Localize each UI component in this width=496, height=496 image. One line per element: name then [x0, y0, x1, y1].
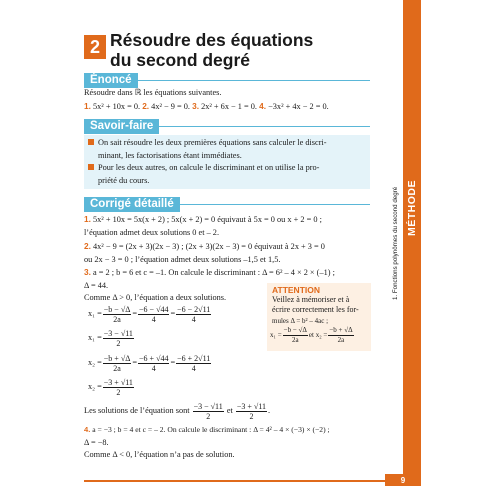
eq-num-3: 3. — [192, 101, 199, 111]
savoir-rule — [159, 126, 370, 127]
x2-result-num: −3 + √11 — [103, 378, 133, 387]
corrige-section — [84, 197, 370, 212]
attention-formula — [270, 326, 355, 345]
eq-num-1: 1. — [84, 101, 91, 111]
x2-f1-num: −b + √Δ — [103, 354, 131, 363]
bullet-icon — [88, 139, 94, 145]
bullet-2-line-1: Pour les deux autres, on calcule le discriminant et on utilise la pro- — [98, 163, 320, 172]
attention-f1-num: −b − √Δ — [283, 326, 307, 334]
part-4-number: 4. — [84, 425, 91, 434]
enonce-heading: Énoncé — [84, 73, 138, 88]
x1-result-den: 2 — [116, 339, 121, 348]
method-number: 2 — [84, 35, 106, 59]
attention-f2-den: 2a — [337, 336, 345, 344]
x1-f2-num: −6 − √44 — [139, 305, 169, 314]
part-3-number: 3. — [84, 267, 91, 277]
attention-line-2: écrire correctement les for- — [272, 305, 359, 315]
corrige-heading: Corrigé détaillé — [84, 197, 180, 212]
corrige-part-4 — [84, 424, 384, 462]
solutions-line: Les solutions de l’équation sont $\frac{-3 - √11}{2}$ et $\frac{-3 + √11}{2}$ . — [84, 402, 271, 421]
eq-num-4: 4. — [259, 101, 267, 111]
x2-f2-den: 4 — [151, 364, 156, 373]
x1-label: x₁ = — [88, 333, 102, 343]
part-4-line-3: Comme Δ < 0, l’équation n’a pas de solution. — [84, 450, 235, 460]
eq-num-2: 2. — [142, 101, 150, 111]
enonce-equations — [84, 100, 384, 114]
x1-f3-num: −6 − 2√11 — [177, 305, 211, 314]
enonce-rule — [138, 80, 370, 81]
part-2-number: 2. — [84, 241, 91, 251]
part-1-line-2: l’équation admet deux solutions 0 et – 2. — [84, 227, 220, 237]
part-3-line-3: Comme Δ > 0, l’équation a deux solutions. — [84, 293, 227, 303]
solutions-and: et — [226, 406, 233, 416]
x1-result-num: −3 − √11 — [103, 329, 133, 338]
sol-1-den: 2 — [206, 412, 211, 421]
eq-2: 4x² − 9 = 0. — [149, 102, 193, 111]
sol-2-num: −3 + √11 — [236, 402, 267, 411]
attention-and: et x₂ = — [308, 331, 328, 340]
savoir-bullet-1 — [88, 137, 370, 162]
attention-line-3: mules Δ = b² – 4ac ; — [272, 316, 329, 325]
attention-f2-num: −b + √Δ — [329, 326, 353, 334]
x2-result-den: 2 — [116, 388, 121, 397]
part-2-line-2: ou 2x − 3 = 0 ; l’équation admet deux solutions –1,5 et 1,5. — [84, 254, 281, 264]
x2-f3-num: −6 + 2√11 — [177, 354, 211, 363]
corrige-rule — [180, 204, 370, 205]
savoir-bullet-2 — [88, 162, 370, 187]
page-title — [110, 30, 313, 70]
x1-f3-den: 4 — [191, 315, 196, 324]
part-1-line-1: 5x² + 10x = 5x(x + 2) ; 5x(x + 2) = 0 équivaut à 5x = 0 ou x + 2 = 0 ; — [90, 215, 322, 224]
eq-1: 5x² + 10x = 0. — [90, 102, 143, 111]
page-number: 9 — [385, 474, 421, 486]
x2-label: x₂ = — [88, 382, 102, 392]
chapter-label — [392, 270, 496, 300]
savoir-section — [84, 119, 370, 134]
corrige-part-2 — [84, 240, 384, 266]
part-4-line-1: a = −3 ; b = 4 et c = – 2. On calcule le discriminant : Δ = 4² – 4 × (−3) × (−2) ; — [90, 425, 330, 434]
enonce-intro: Résoudre dans ℝ les équations suivantes. — [84, 88, 222, 97]
attention-x1-label: x₁ = — [270, 331, 282, 340]
x2-f3-den: 4 — [191, 364, 196, 373]
x1-f1-den: 2a — [113, 315, 121, 324]
attention-title: ATTENTION — [272, 285, 321, 295]
x1-result — [88, 329, 135, 348]
attention-content — [272, 285, 372, 326]
x2-formula: x₂ = $\frac{-b + √\Delta}{2a}$ = $\frac{-6 + √44}{4}$ = $\frac{-6 + 2√11}{4}$ — [88, 354, 211, 373]
part-4-line-2: Δ = −8. — [84, 437, 109, 447]
part-3-line-2: Δ = 44. — [84, 280, 109, 290]
bullet-1-line-1: On sait résoudre les deux premières équations sans calculer le discri- — [98, 138, 327, 147]
method-label: MÉTHODE — [406, 180, 418, 236]
eq-3: 2x² + 6x − 1 = 0. — [199, 102, 260, 111]
title-line-2: du second degré — [110, 50, 251, 70]
bullet-1-line-2: minant, les factorisations étant immédiates. — [98, 150, 242, 160]
bullet-2-line-2: priété du cours. — [98, 175, 150, 185]
x2-f2-num: −6 + √44 — [139, 354, 169, 363]
x2-label: x₂ = — [88, 358, 102, 368]
sol-1-num: −3 − √11 — [193, 402, 223, 411]
enonce-section — [84, 73, 370, 88]
part-3-line-1: a = 2 ; b = 6 et c = –1. On calcule le discriminant : Δ = 6² – 4 × 2 × (–1) ; — [90, 268, 335, 277]
solutions-text: Les solutions de l’équation sont — [84, 406, 190, 416]
attention-line-1: Veillez à mémoriser et à — [272, 295, 350, 305]
x1-label: x₁ = — [88, 309, 102, 319]
x1-formula: x₁ = $\frac{-b - √\Delta}{2a}$ = $\frac{-6 - √44}{4}$ = $\frac{-6 - 2√11}{4}$ — [88, 305, 211, 324]
x2-f1-den: 2a — [113, 364, 121, 373]
savoir-heading: Savoir-faire — [84, 119, 159, 134]
corrige-part-1 — [84, 213, 384, 239]
attention-f1-den: 2a — [291, 336, 299, 344]
bullet-icon — [88, 164, 94, 170]
title-line-1: Résoudre des équations — [110, 30, 314, 50]
part-1-number: 1. — [84, 214, 91, 224]
x2-result — [88, 378, 135, 397]
x1-f2-den: 4 — [151, 315, 156, 324]
part-2-line-1: 4x² − 9 = (2x + 3)(2x − 3) ; (2x + 3)(2x − 3) = 0 équivaut à 2x + 3 = 0 — [90, 242, 325, 251]
bottom-rule — [84, 480, 385, 482]
x1-f1-num: −b − √Δ — [103, 305, 131, 314]
sol-2-den: 2 — [249, 412, 254, 421]
eq-4: −3x² + 4x − 2 = 0. — [266, 102, 329, 111]
